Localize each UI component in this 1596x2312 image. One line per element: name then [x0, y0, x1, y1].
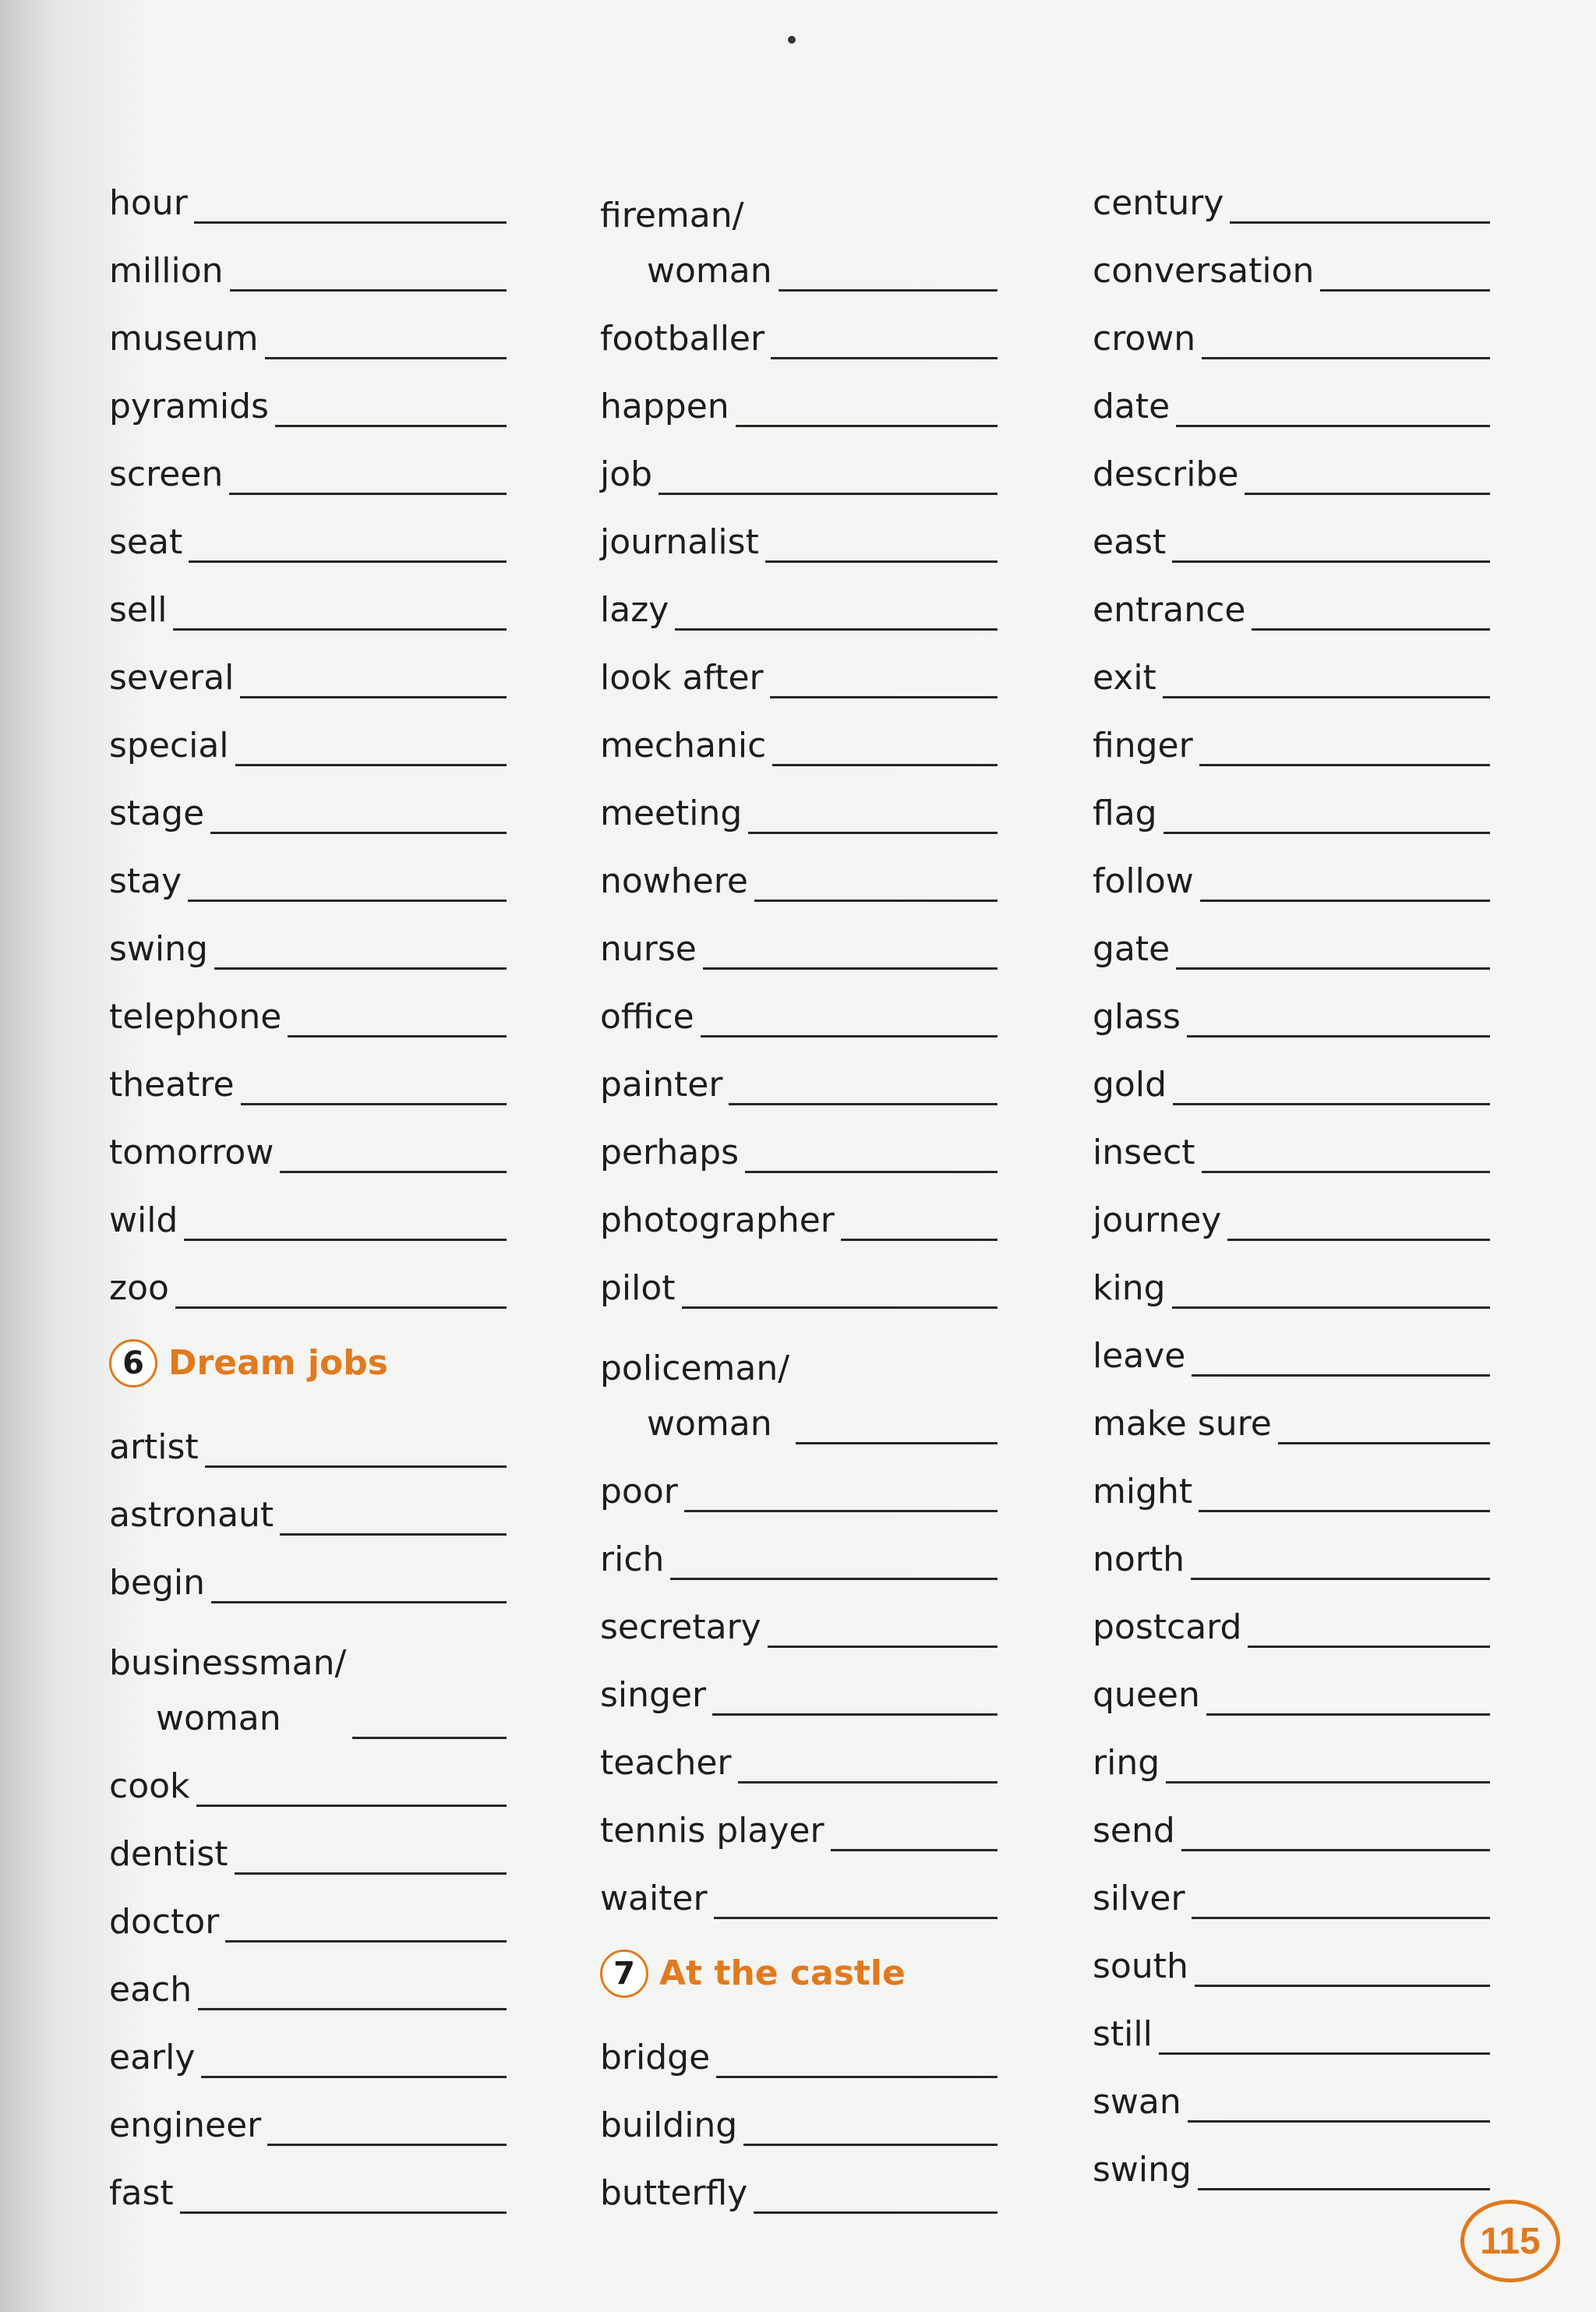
vocab-word: silver	[1093, 1879, 1185, 1918]
vocab-word: pilot	[600, 1268, 676, 1308]
answer-blank-line[interactable]	[235, 1872, 507, 1875]
vocab-row	[109, 1804, 507, 1872]
vocab-word: telephone	[109, 997, 282, 1037]
answer-blank-line[interactable]	[754, 900, 998, 902]
vocab-row	[109, 1736, 507, 1804]
vocab-row	[109, 2007, 507, 2075]
vocab-row	[109, 763, 507, 831]
vocab-word: follow	[1093, 861, 1194, 901]
vocab-row	[109, 492, 507, 560]
vocab-word: museum	[109, 319, 259, 359]
vocab-word: screen	[109, 454, 224, 494]
answer-blank-line[interactable]	[1173, 1103, 1490, 1105]
section-title: Dream jobs	[168, 1343, 388, 1383]
answer-blank-line[interactable]	[841, 1239, 998, 1241]
vocab-word: each	[109, 1970, 192, 2010]
answer-blank-line[interactable]	[184, 1239, 507, 1241]
vocab-row	[109, 560, 507, 630]
vocab-row	[1093, 492, 1490, 560]
answer-blank-line[interactable]	[1200, 900, 1490, 902]
vocab-word: lazy	[600, 590, 669, 630]
vocab-word: glass	[1093, 997, 1181, 1037]
answer-blank-line[interactable]	[770, 696, 998, 698]
vocab-word: photographer	[600, 1200, 835, 1240]
vocab-word: poor	[600, 1472, 678, 1511]
answer-blank-line[interactable]	[352, 1737, 507, 1739]
answer-blank-line[interactable]	[1163, 696, 1490, 698]
vocab-row	[600, 1577, 998, 1645]
vocab-word: finger	[1093, 726, 1193, 765]
page-number: 115	[1460, 2200, 1560, 2282]
vocabulary-column-3	[1093, 153, 1490, 2190]
answer-blank-line[interactable]	[188, 900, 507, 902]
vocab-row	[1093, 1102, 1490, 1170]
answer-blank-line[interactable]	[745, 1171, 998, 1173]
vocab-word: engineer	[109, 2105, 262, 2145]
answer-blank-line[interactable]	[275, 425, 507, 427]
answer-blank-line[interactable]	[736, 425, 998, 427]
section-title: At the castle	[659, 1953, 906, 1993]
vocab-row	[109, 899, 507, 967]
vocab-word: astronaut	[109, 1495, 274, 1535]
vocab-row	[600, 2143, 998, 2211]
section-number-badge: 7	[600, 1950, 648, 1998]
vocab-row	[1093, 1848, 1490, 1916]
section-number-badge: 6	[109, 1339, 157, 1388]
vocab-row	[600, 2007, 998, 2075]
vocab-word: date	[1093, 387, 1171, 426]
vocab-row	[1093, 627, 1490, 698]
vocab-row	[1093, 1170, 1490, 1238]
answer-blank-line[interactable]	[729, 1103, 998, 1105]
vocab-word: businessman/	[109, 1643, 347, 1683]
vocab-row	[109, 1939, 507, 2010]
vocabulary-column-1	[109, 153, 507, 2211]
vocab-row	[1093, 1577, 1490, 1645]
answer-blank-line[interactable]	[748, 832, 998, 834]
vocab-row	[109, 288, 507, 359]
vocab-row	[600, 967, 998, 1037]
vocab-row	[109, 1465, 507, 1535]
answer-blank-line[interactable]	[196, 1805, 507, 1807]
answer-blank-line[interactable]	[1195, 1985, 1490, 1987]
answer-blank-line[interactable]	[175, 1306, 507, 1309]
answer-blank-line[interactable]	[1176, 967, 1490, 970]
vocab-row	[600, 560, 998, 630]
vocab-word: insect	[1093, 1133, 1195, 1172]
vocab-word: singer	[600, 1675, 707, 1715]
vocab-word: east	[1093, 522, 1167, 562]
vocab-word: south	[1093, 1946, 1188, 1986]
answer-blank-line[interactable]	[1187, 1035, 1490, 1038]
vocab-word: swing	[1093, 2150, 1192, 2190]
vocab-row	[1093, 1984, 1490, 2052]
vocab-row	[1093, 831, 1490, 899]
vocab-word: postcard	[1093, 1607, 1242, 1647]
vocab-row	[600, 1170, 998, 1238]
vocab-row	[600, 1848, 998, 1916]
answer-blank-line[interactable]	[1320, 289, 1490, 292]
answer-blank-line[interactable]	[1181, 1849, 1490, 1851]
vocab-word: pyramids	[109, 387, 269, 426]
vocab-word: happen	[600, 387, 729, 426]
answer-blank-line[interactable]	[265, 357, 507, 359]
answer-blank-line[interactable]	[194, 221, 507, 224]
vocab-row	[1093, 899, 1490, 967]
answer-blank-line[interactable]	[684, 1510, 998, 1512]
vocab-word: bridge	[600, 2038, 711, 2077]
answer-blank-line[interactable]	[1245, 493, 1490, 495]
vocab-word: footballer	[600, 319, 765, 359]
vocab-row	[1093, 153, 1490, 221]
vocab-word: special	[109, 726, 229, 765]
vocab-row	[600, 424, 998, 492]
vocab-row	[109, 1170, 507, 1238]
vocab-row	[109, 967, 507, 1037]
answer-blank-line[interactable]	[211, 1601, 507, 1603]
vocab-row	[109, 356, 507, 424]
vocab-row	[1093, 221, 1490, 291]
answer-blank-line[interactable]	[205, 1465, 507, 1468]
vocab-word: office	[600, 997, 694, 1037]
vocab-row	[109, 2075, 507, 2143]
vocab-word: building	[600, 2105, 738, 2145]
vocab-word-continuation: woman	[156, 1699, 281, 1738]
vocab-row	[109, 627, 507, 698]
answer-blank-line[interactable]	[1202, 1171, 1490, 1173]
vocab-word: exit	[1093, 658, 1156, 698]
answer-blank-line[interactable]	[288, 1035, 507, 1038]
vocab-word: job	[600, 454, 653, 494]
answer-blank-line[interactable]	[1159, 2052, 1490, 2055]
answer-blank-line[interactable]	[189, 560, 507, 563]
answer-blank-line[interactable]	[1230, 221, 1490, 224]
vocab-row	[600, 1306, 998, 1444]
answer-blank-line[interactable]	[1199, 764, 1490, 766]
answer-blank-line[interactable]	[1248, 1646, 1490, 1648]
vocab-word: entrance	[1093, 590, 1246, 630]
answer-blank-line[interactable]	[1202, 357, 1490, 359]
answer-blank-line[interactable]	[714, 1917, 998, 1919]
answer-blank-line[interactable]	[267, 2144, 507, 2146]
vocab-row	[600, 899, 998, 967]
vocab-row	[1093, 1780, 1490, 1851]
answer-blank-line[interactable]	[214, 967, 507, 970]
answer-blank-line[interactable]	[1206, 1713, 1490, 1716]
answer-blank-line[interactable]	[716, 2076, 998, 2078]
vocab-word: stage	[109, 794, 205, 833]
answer-blank-line[interactable]	[280, 1171, 507, 1173]
vocab-row	[1093, 1916, 1490, 1984]
answer-blank-line[interactable]	[1192, 1374, 1490, 1377]
vocab-word: butterfly	[600, 2173, 748, 2213]
answer-blank-line[interactable]	[670, 1578, 998, 1580]
vocab-row	[600, 1441, 998, 1509]
vocab-row	[1093, 1034, 1490, 1105]
vocab-word: still	[1093, 2014, 1153, 2054]
vocab-row	[109, 1872, 507, 1942]
vocab-row	[600, 763, 998, 831]
answer-blank-line[interactable]	[675, 628, 998, 631]
vocab-word: cook	[109, 1766, 190, 1806]
vocab-row	[1093, 1713, 1490, 1783]
vocab-word: several	[109, 658, 235, 698]
vocab-row	[109, 695, 507, 763]
vocab-word: describe	[1093, 454, 1239, 494]
vocab-word: policeman/	[600, 1349, 790, 1388]
vocab-row	[1093, 967, 1490, 1037]
answer-blank-line[interactable]	[772, 764, 998, 766]
vocab-word: wild	[109, 1200, 178, 1240]
vocab-word: sell	[109, 590, 168, 630]
vocab-word: teacher	[600, 1743, 732, 1783]
vocab-word: fast	[109, 2173, 174, 2213]
answer-blank-line[interactable]	[831, 1849, 998, 1851]
answer-blank-line[interactable]	[241, 1103, 507, 1105]
vocab-row	[1093, 1373, 1490, 1444]
vocab-row	[600, 1238, 998, 1306]
vocab-row	[1093, 1238, 1490, 1306]
answer-blank-line[interactable]	[712, 1713, 998, 1716]
vocab-word: waiter	[600, 1879, 708, 1918]
vocab-row	[600, 1713, 998, 1783]
answer-blank-line[interactable]	[765, 560, 998, 563]
page-mark-dot	[788, 36, 796, 44]
vocab-word: dentist	[109, 1834, 228, 1874]
answer-blank-line[interactable]	[235, 764, 507, 766]
vocab-word: doctor	[109, 1902, 220, 1942]
vocab-row	[1093, 2052, 1490, 2122]
vocab-row	[600, 288, 998, 359]
answer-blank-line[interactable]	[771, 357, 998, 359]
answer-blank-line[interactable]	[225, 1940, 507, 1943]
vocab-word: north	[1093, 1540, 1185, 1579]
vocab-word: painter	[600, 1065, 723, 1105]
answer-blank-line[interactable]	[754, 2211, 998, 2214]
vocab-word: king	[1093, 1268, 1166, 1308]
answer-blank-line[interactable]	[229, 493, 507, 495]
answer-blank-line[interactable]	[1192, 1917, 1490, 1919]
vocab-row	[1093, 560, 1490, 630]
vocab-row	[600, 1102, 998, 1170]
answer-blank-line[interactable]	[201, 2076, 507, 2078]
vocab-word: meeting	[600, 794, 743, 833]
vocab-word: perhaps	[600, 1133, 740, 1172]
vocab-row	[600, 831, 998, 899]
vocab-row	[109, 1600, 507, 1736]
vocab-row	[1093, 763, 1490, 831]
vocab-row	[1093, 1306, 1490, 1376]
vocab-row	[109, 1397, 507, 1465]
vocab-word: artist	[109, 1427, 199, 1467]
vocab-row	[1093, 356, 1490, 424]
vocab-row	[1093, 288, 1490, 359]
vocab-word: flag	[1093, 794, 1157, 833]
answer-blank-line[interactable]	[240, 696, 507, 698]
answer-blank-line[interactable]	[1278, 1442, 1490, 1444]
vocab-word-continuation: woman	[647, 251, 772, 291]
vocab-row	[600, 695, 998, 763]
vocab-word: theatre	[109, 1065, 235, 1105]
vocab-word: fireman/	[600, 196, 744, 235]
vocab-word: make sure	[1093, 1404, 1272, 1444]
vocab-word: rich	[600, 1540, 665, 1579]
section-heading	[109, 1329, 507, 1397]
vocab-word: ring	[1093, 1743, 1160, 1783]
answer-blank-line[interactable]	[768, 1646, 998, 1648]
vocab-word: nowhere	[600, 861, 748, 901]
vocab-word: begin	[109, 1563, 206, 1603]
vocab-row	[109, 831, 507, 899]
vocab-word: nurse	[600, 929, 697, 969]
answer-blank-line[interactable]	[1252, 628, 1490, 631]
vocab-row	[109, 2143, 507, 2211]
vocab-word: journey	[1093, 1200, 1222, 1240]
vocab-row	[1093, 424, 1490, 492]
vocab-row	[109, 1034, 507, 1105]
answer-blank-line[interactable]	[180, 2211, 507, 2214]
vocab-word: look after	[600, 658, 764, 698]
vocab-word: might	[1093, 1472, 1193, 1511]
answer-blank-line[interactable]	[701, 1035, 998, 1038]
vocab-word: swan	[1093, 2082, 1181, 2122]
vocab-row	[109, 1238, 507, 1306]
section-heading	[600, 1939, 998, 2007]
vocab-word: send	[1093, 1811, 1175, 1851]
answer-blank-line[interactable]	[1227, 1239, 1490, 1241]
answer-blank-line[interactable]	[779, 289, 998, 292]
answer-blank-line[interactable]	[1188, 2120, 1490, 2123]
vocab-row	[600, 2075, 998, 2143]
answer-blank-line[interactable]	[703, 967, 998, 970]
answer-blank-line[interactable]	[796, 1442, 998, 1444]
vocab-word: mechanic	[600, 726, 767, 765]
vocab-row	[600, 153, 998, 291]
vocab-word: early	[109, 2038, 196, 2077]
vocab-row	[109, 221, 507, 291]
vocab-row	[109, 153, 507, 221]
vocab-word: gold	[1093, 1065, 1167, 1105]
vocabulary-column-2	[600, 153, 998, 2211]
vocab-word: leave	[1093, 1336, 1186, 1376]
vocab-row	[1093, 2119, 1490, 2190]
vocab-word: crown	[1093, 319, 1196, 359]
vocab-word: century	[1093, 183, 1224, 223]
answer-blank-line[interactable]	[280, 1533, 507, 1536]
vocab-word: hour	[109, 183, 188, 223]
answer-blank-line[interactable]	[1166, 1781, 1490, 1783]
vocab-row	[600, 1034, 998, 1105]
vocab-row	[109, 1102, 507, 1170]
answer-blank-line[interactable]	[1191, 1578, 1490, 1580]
vocab-word: million	[109, 251, 224, 291]
vocab-row	[600, 1509, 998, 1577]
vocab-row	[1093, 1441, 1490, 1509]
answer-blank-line[interactable]	[230, 289, 507, 292]
vocab-word: swing	[109, 929, 208, 969]
answer-blank-line[interactable]	[738, 1781, 998, 1783]
answer-blank-line[interactable]	[198, 2008, 507, 2010]
answer-blank-line[interactable]	[1172, 1306, 1490, 1309]
vocab-word: gate	[1093, 929, 1171, 969]
vocab-row	[109, 424, 507, 492]
vocab-word: journalist	[600, 522, 759, 562]
vocab-word: queen	[1093, 1675, 1200, 1715]
answer-blank-line[interactable]	[743, 2144, 998, 2146]
vocab-word: stay	[109, 861, 182, 901]
vocab-row	[600, 356, 998, 424]
answer-blank-line[interactable]	[659, 493, 998, 495]
vocab-row	[600, 1780, 998, 1851]
answer-blank-line[interactable]	[1172, 560, 1490, 563]
vocab-row	[1093, 1509, 1490, 1577]
vocab-row	[600, 492, 998, 560]
answer-blank-line[interactable]	[210, 832, 507, 834]
answer-blank-line[interactable]	[682, 1306, 998, 1309]
vocab-word: zoo	[109, 1268, 169, 1308]
answer-blank-line[interactable]	[1199, 1510, 1490, 1512]
vocab-row	[1093, 695, 1490, 763]
vocab-row	[600, 627, 998, 698]
vocab-word-continuation: woman	[647, 1404, 772, 1444]
vocab-word: tomorrow	[109, 1133, 274, 1172]
vocab-word: tennis player	[600, 1811, 824, 1851]
vocab-row	[600, 1645, 998, 1713]
vocab-word: conversation	[1093, 251, 1315, 291]
answer-blank-line[interactable]	[173, 628, 507, 631]
answer-blank-line[interactable]	[1198, 2188, 1490, 2190]
vocab-word: secretary	[600, 1607, 761, 1647]
answer-blank-line[interactable]	[1163, 832, 1490, 834]
answer-blank-line[interactable]	[1176, 425, 1490, 427]
vocab-row	[109, 1532, 507, 1603]
vocab-row	[1093, 1645, 1490, 1713]
vocab-word: seat	[109, 522, 183, 562]
